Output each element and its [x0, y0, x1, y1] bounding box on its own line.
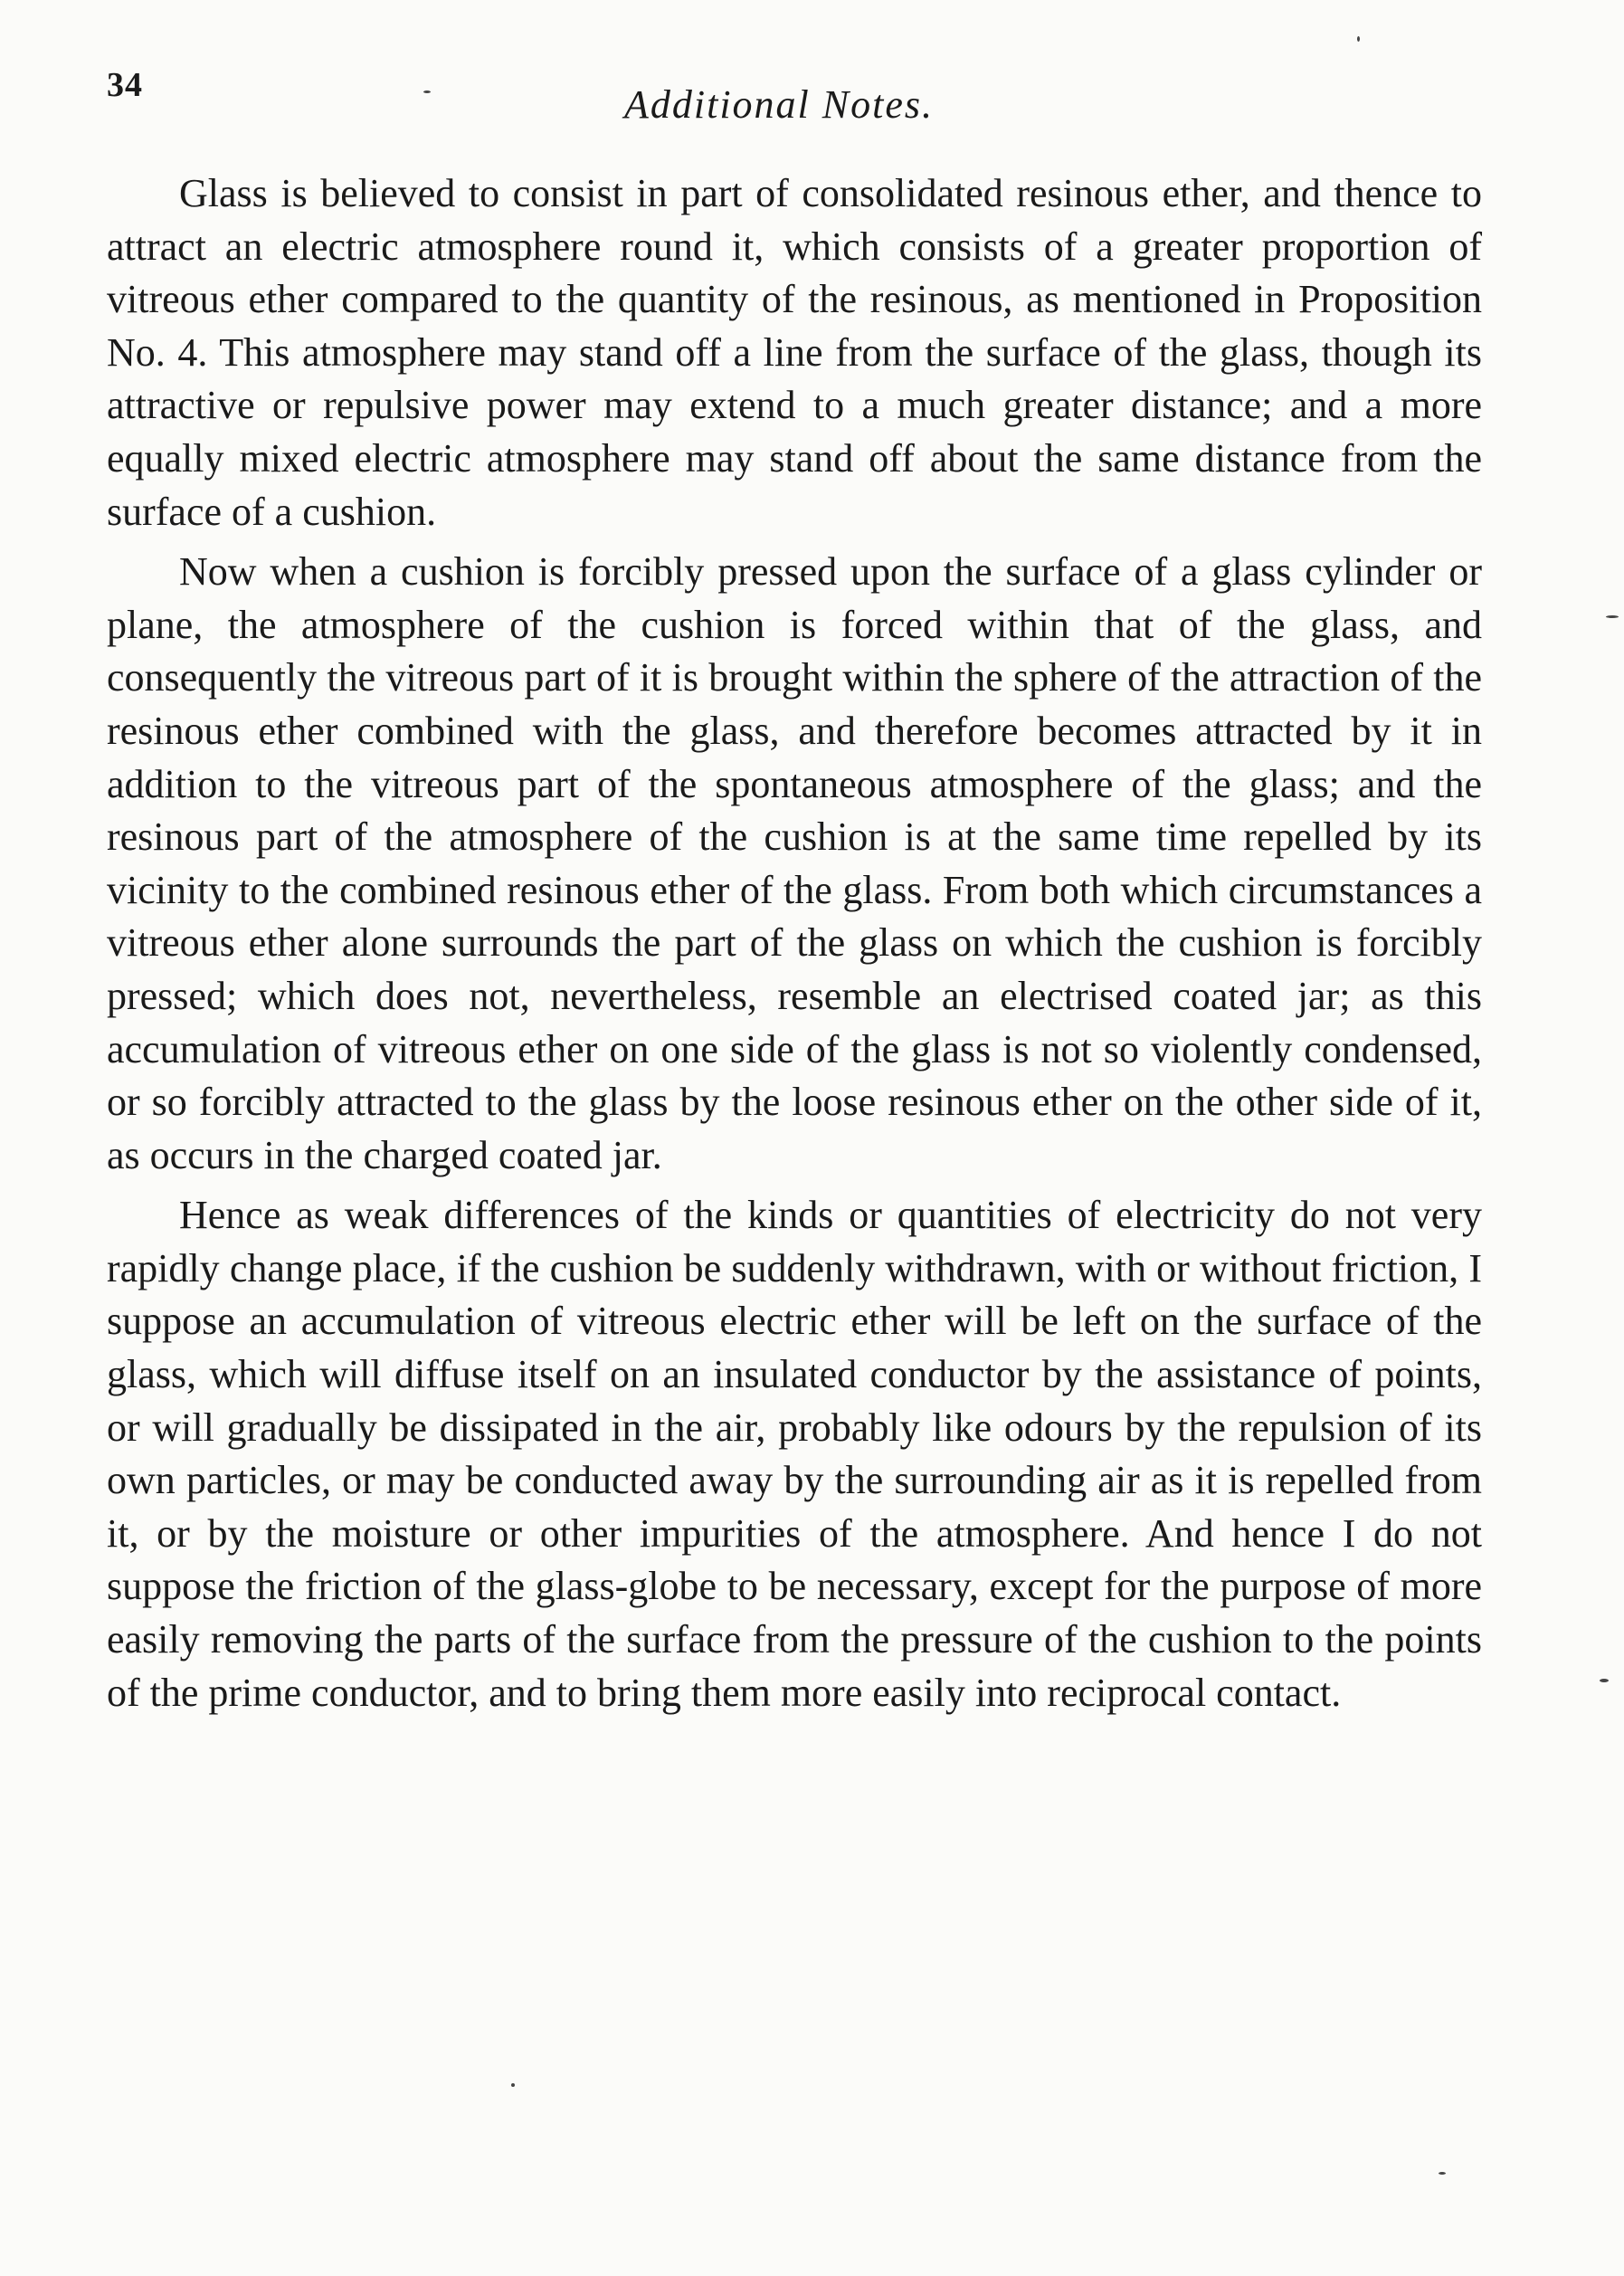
scan-speck [511, 2083, 515, 2087]
scan-speck [1606, 615, 1619, 618]
scan-speck [423, 90, 431, 93]
scan-speck [1600, 1679, 1609, 1682]
paragraph-2: Now when a cushion is forcibly pressed upon the surface of a glass cylinder or plane, the atmosphere of the cushion is forced within that of the glass, and consequently the vitreous part of it is brought within the sphere of the attraction of the resinous ether combined with the glass, and therefore becomes attracted by it in addition to the vitreous part of the spontaneous atmosphere of the glass; and the resinous part of the atmosphere of the cushion is at the same time repelled by its vicinity to the combined resinous ether of the glass. From both which circumstances a vitreous ether alone surrounds the part of the glass on which the cushion is forcibly pressed; which does not, nevertheless, resemble an electrised coated jar; as this accumulation of vitreous ether on one side of the glass is not so violently condensed, or so forcibly attracted to the glass by the loose resinous ether on the other side of it, as occurs in the charged coated jar. [107, 549, 1482, 1177]
scan-speck [1439, 2172, 1446, 2175]
paragraph-3: Hence as weak differences of the kinds or quantities of electricity do not very rapidly change place, if the cushion be suddenly withdrawn, with or without friction, I suppose an accumulation of vitreous electric ether will be left on the surface of the glass, which will diffuse itself on an insulated conductor by the assistance of points, or will gradually be dissipated in the air, probably like odours by the repulsion of its own particles, or may be conducted away by the surrounding air as it is repelled from it, or by the moisture or other impurities of the atmosphere. And hence I do not suppose the friction of the glass-globe to be necessary, except for the purpose of more easily removing the parts of the surface from the pressure of the cushion to the points of the prime conductor, and to bring them more easily into reciprocal contact. [107, 1193, 1482, 1715]
body-text [107, 167, 1482, 1727]
paragraph-1: Glass is believed to consist in part of consolidated resinous ether, and thence to attract an electric atmosphere round it, which consists of a greater proportion of vitreous ether compared to the quantity of the resinous, as mentioned in Proposition No. 4. This atmosphere may stand off a line from the surface of the glass, though its attractive or repulsive power may extend to a much greater distance; and a more equally mixed electric atmosphere may stand off about the same distance from the surface of a cushion. [107, 171, 1482, 534]
page-number: 34 [107, 66, 143, 104]
running-title: Additional Notes. [624, 82, 934, 127]
scan-speck [1357, 36, 1360, 42]
